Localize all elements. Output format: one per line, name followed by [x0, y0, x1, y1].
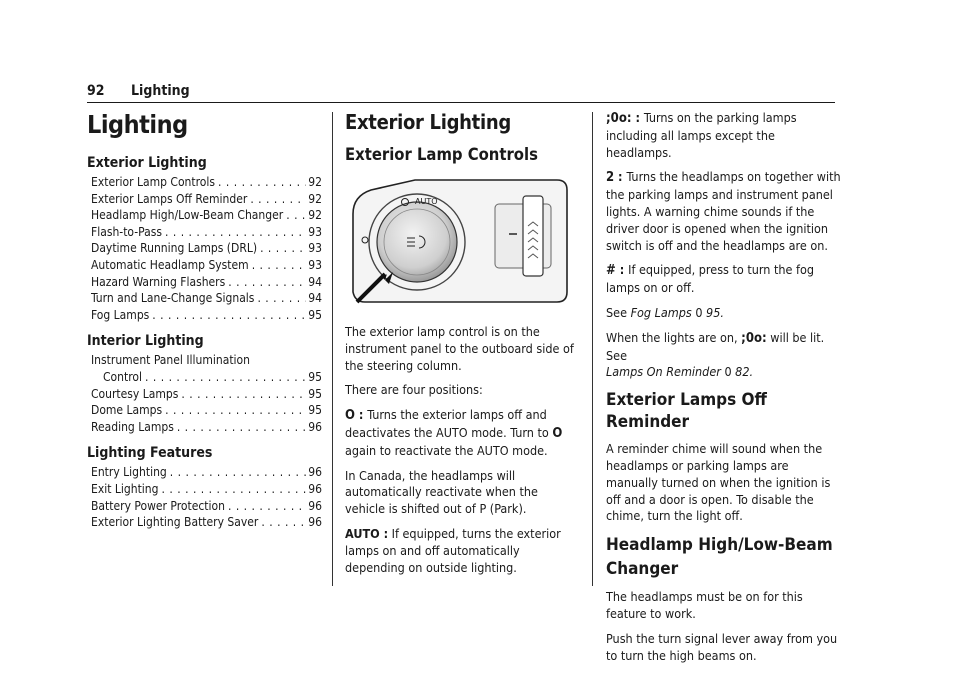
column-divider-1 — [332, 112, 333, 586]
headlamps-paragraph: 2 : Turns the headlamps on together with the parking lamps and instrument panel lights. A warning chime sounds if the driver door is opened when the ignition switch is off and the headlamps are on. — [606, 169, 841, 253]
column-divider-2 — [592, 112, 593, 586]
toc-heading-features: Lighting Features — [87, 445, 213, 462]
toc-entry[interactable]: Battery Power Protection . . . 96 — [87, 498, 322, 515]
parking-lamp-symbol-icon: ;0o: — [606, 111, 632, 126]
fog-lamp-symbol-icon: # — [606, 263, 616, 279]
parking-lamp-symbol-icon: ;0o: — [741, 330, 767, 346]
auto-position-paragraph: AUTO : If equipped, turns the exterior lamps on and off automatically depending on outside lighting. — [345, 525, 561, 575]
see-reference-paragraph: See Fog Lamps 0 95. — [606, 304, 724, 320]
knob-auto-label: AUTO — [415, 197, 438, 206]
paragraph: In Canada, the headlamps will automatically reactivate when the vehicle is shifted out of P (Park). — [345, 467, 538, 517]
page-number: 92 — [87, 83, 105, 99]
paragraph: The headlamps must be on for this feature to work. — [606, 589, 803, 621]
lamps-on-reminder-link[interactable]: Lamps On Reminder — [606, 364, 721, 380]
middle-column — [345, 110, 577, 584]
chapter-title: Lighting — [87, 110, 188, 139]
header-rule — [87, 102, 835, 103]
page-header — [87, 83, 835, 105]
off-position-paragraph: O : Turns the exterior lamps off and deactivates the AUTO mode. Turn to O again to reactivate the AUTO mode. — [345, 407, 563, 458]
toc-entry[interactable]: Headlamp High/Low-Beam Changer . . . 92 — [87, 207, 322, 224]
lights-on-paragraph: When the lights are on, ;0o: will be lit. See Lamps On Reminder 0 82. — [606, 329, 825, 380]
toc-entry-line1[interactable]: Instrument Panel Illumination — [91, 353, 251, 368]
reminder-heading: Exterior Lamps Off Reminder — [606, 390, 767, 433]
toc-entry[interactable]: Entry Lighting . . . 96 — [87, 464, 322, 481]
fog-lamps-link[interactable]: Fog Lamps — [630, 304, 692, 320]
toc-entry[interactable]: Flash-to-Pass . . . 93 — [87, 224, 322, 241]
page-ref-arrow-icon: 0 — [695, 304, 703, 320]
fog-lamps-paragraph: # : If equipped, press to turn the fog lamps on or off. — [606, 262, 814, 296]
off-symbol-icon: O — [345, 408, 355, 424]
paragraph: A reminder chime will sound when the headlamps or parking lamps are manually turned on when the ignition is off and a door is open. To disable the chime, turn the light off. — [606, 441, 831, 524]
toc-entry[interactable]: Control . . . 95 — [87, 369, 322, 386]
toc-entry[interactable]: Courtesy Lamps . . . 95 — [87, 386, 322, 403]
subsection-heading: Exterior Lamp Controls — [345, 145, 538, 164]
headlamp-symbol-icon: 2 — [606, 170, 615, 186]
off-symbol-icon: O — [552, 425, 563, 441]
toc-heading-interior: Interior Lighting — [87, 333, 204, 350]
toc-entry[interactable]: Fog Lamps . . . 95 — [87, 307, 322, 324]
toc-entry[interactable]: Reading Lamps . . . 96 — [87, 419, 322, 436]
toc-entry[interactable]: Turn and Lane-Change Signals . . . 94 — [87, 290, 322, 307]
toc-entry[interactable]: Daytime Running Lamps (DRL) . . . 93 — [87, 240, 322, 257]
toc-entry[interactable]: Hazard Warning Flashers . . . 94 — [87, 274, 322, 291]
toc-entry[interactable]: Exit Lighting . . . 96 — [87, 481, 322, 498]
toc-entry[interactable]: Dome Lamps . . . 95 — [87, 402, 322, 419]
section-heading: Exterior Lighting — [345, 110, 511, 134]
parking-lamps-paragraph: ;0o: : Turns on the parking lamps including all lamps except the headlamps. — [606, 110, 797, 160]
paragraph: The exterior lamp control is on the instrument panel to the outboard side of the steering column. — [345, 324, 574, 373]
paragraph: There are four positions: — [345, 382, 483, 398]
running-section-title: Lighting — [131, 83, 190, 99]
lamp-control-illustration — [345, 174, 577, 310]
page-ref-arrow-icon: 0 — [724, 364, 732, 380]
toc-entry[interactable]: Exterior Lamp Controls . . . 92 — [87, 174, 322, 191]
right-column — [606, 110, 841, 672]
toc-column — [87, 110, 322, 531]
toc-entry[interactable]: Exterior Lighting Battery Saver . . . 96 — [87, 514, 322, 531]
paragraph: Push the turn signal lever away from you to turn the high beams on. — [606, 630, 838, 663]
toc-entry[interactable]: Exterior Lamps Off Reminder . . . 92 — [87, 191, 322, 208]
toc-entry[interactable]: Automatic Headlamp System . . . 93 — [87, 257, 322, 274]
changer-heading: Headlamp High/Low-Beam Changer — [606, 535, 833, 580]
toc-heading-exterior: Exterior Lighting — [87, 155, 207, 171]
